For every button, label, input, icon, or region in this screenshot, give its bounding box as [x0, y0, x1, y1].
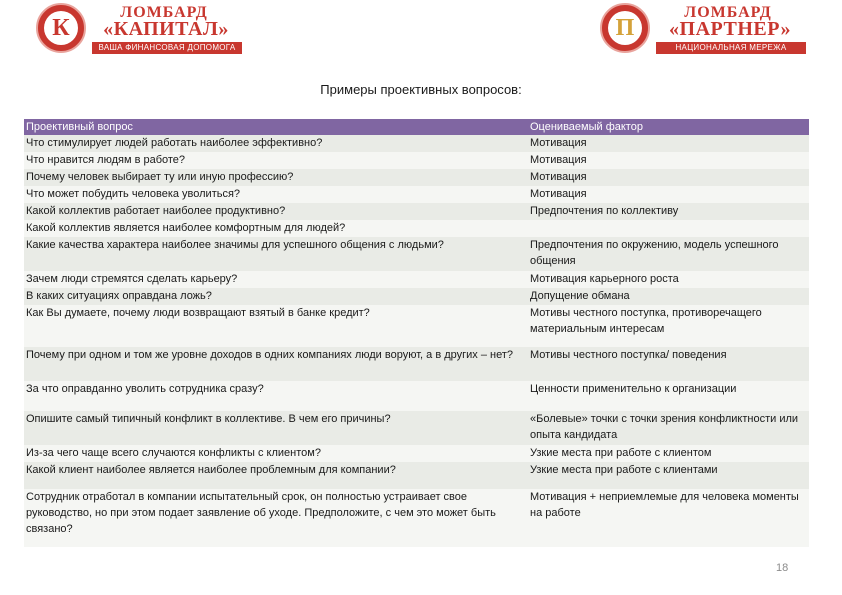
factor-cell: Мотивы честного поступка, противоречащего материальным интересам — [530, 307, 762, 335]
header-question: Проективный вопрос — [26, 121, 133, 133]
factor-cell: Мотивация — [530, 154, 587, 166]
factor-cell: Мотивация карьерного роста — [530, 273, 679, 285]
factor-cell: Мотивация + неприемлемые для человека моменты на работе — [530, 491, 799, 519]
page-title: Примеры проективных вопросов: — [320, 82, 522, 97]
factor-cell: Предпочтения по коллективу — [530, 205, 679, 217]
logo-kapital — [36, 0, 242, 56]
question-cell: Что может побудить человека уволиться? — [26, 188, 241, 200]
table-row — [24, 220, 809, 237]
table-row — [24, 347, 809, 381]
table-row — [24, 489, 809, 547]
question-cell: Почему при одном и том же уровне доходов в одних компаниях люди воруют, а в других – нет? — [26, 349, 514, 361]
page-number: 18 — [776, 562, 789, 574]
table-row — [24, 271, 809, 288]
question-cell: Почему человек выбирает ту или иную профессию? — [26, 171, 294, 183]
table-row — [24, 305, 809, 347]
table-header — [24, 119, 809, 135]
question-cell: Как Вы думаете, почему люди возвращают взятый в банке кредит? — [26, 307, 370, 319]
factor-cell: Узкие места при работе с клиентами — [530, 464, 718, 476]
factor-cell: Узкие места при работе с клиентом — [530, 447, 712, 459]
table-body — [24, 135, 809, 547]
logo-name: «КАПИТАЛ» — [103, 18, 229, 40]
factor-cell: Мотивы честного поступка/ поведения — [530, 349, 727, 361]
question-cell: Какой коллектив работает наиболее продуктивно? — [26, 205, 286, 217]
table-row — [24, 186, 809, 203]
logo-name: «ПАРТНЕР» — [669, 18, 791, 40]
table-row — [24, 135, 809, 152]
question-cell: В каких ситуациях оправдана ложь? — [26, 290, 212, 302]
logo-top-text: ЛОМБАРД — [120, 4, 208, 21]
logo-ribbon: НАЦИОНАЛЬНАЯ МЕРЕЖА — [656, 42, 806, 54]
factor-cell — [529, 220, 809, 237]
table-row — [24, 381, 809, 411]
header-factor: Оцениваемый фактор — [530, 121, 643, 133]
projective-questions-table — [24, 119, 809, 552]
factor-cell: Допущение обмана — [530, 290, 630, 302]
table-row — [24, 411, 809, 445]
factor-cell: Предпочтения по окружению, модель успешного общения — [530, 239, 779, 267]
logo-seal — [600, 3, 650, 53]
table-row — [24, 462, 809, 489]
logo-top-text: ЛОМБАРД — [684, 4, 772, 21]
logo-seal — [36, 3, 86, 53]
question-cell: Что стимулирует людей работать наиболее эффективно? — [26, 137, 323, 149]
question-cell: Зачем люди стремятся сделать карьеру? — [26, 273, 238, 285]
table-row — [24, 445, 809, 462]
table-row — [24, 288, 809, 305]
logo-seal-letter: П — [608, 11, 642, 45]
factor-cell: Мотивация — [530, 137, 587, 149]
table-row — [24, 152, 809, 169]
factor-cell: Мотивация — [530, 188, 587, 200]
question-cell: За что оправданно уволить сотрудника сразу? — [26, 383, 264, 395]
logo-partner — [600, 0, 806, 56]
question-cell: Какой коллектив является наиболее комфортным для людей? — [26, 222, 346, 234]
question-cell: Какой клиент наиболее является наиболее проблемным для компании? — [26, 464, 396, 476]
logo-ribbon: ВАША ФИНАНСОВАЯ ДОПОМОГА — [92, 42, 242, 54]
question-cell: Что нравится людям в работе? — [26, 154, 186, 166]
logo-seal-letter: К — [44, 11, 78, 45]
question-cell: Из-за чего чаще всего случаются конфликты с клиентом? — [26, 447, 321, 459]
factor-cell: «Болевые» точки с точки зрения конфликтности или опыта кандидата — [530, 413, 799, 441]
question-cell: Опишите самый типичный конфликт в коллективе. В чем его причины? — [26, 413, 391, 425]
question-cell: Сотрудник отработал в компании испытательный срок, он полностью устраивает свое руководство, но при этом подает заявление об уходе. Предположите, с чем это может быть связано? — [26, 491, 496, 535]
table-row — [24, 203, 809, 220]
factor-cell: Мотивация — [530, 171, 587, 183]
table-row — [24, 237, 809, 271]
factor-cell: Ценности применительно к организации — [530, 383, 737, 395]
question-cell: Какие качества характера наиболее значимы для успешного общения с людьми? — [26, 239, 444, 251]
table-row — [24, 169, 809, 186]
